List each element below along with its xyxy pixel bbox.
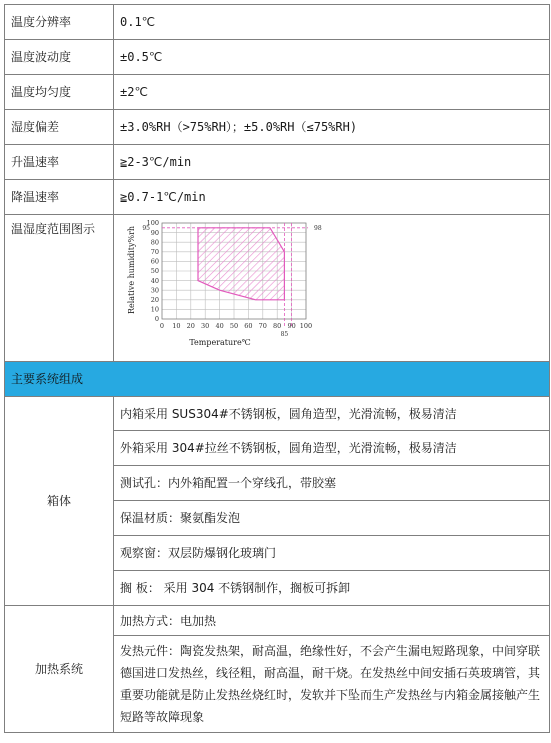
section-title: 主要系统组成 [5,362,550,397]
spec-row [5,40,550,75]
diagram-row [5,215,550,362]
spec-row [5,145,550,180]
spec-label: 湿度偏差 [5,110,114,145]
spec-value: ±3.0%RH（>75%RH）；±5.0%RH（≤75%RH) [114,110,550,145]
spec-label: 降温速率 [5,180,114,215]
list-item [5,606,550,636]
list-item [5,397,550,431]
x-tick-label: 80 [273,322,282,330]
group-item: 内箱采用 SUS304#不锈钢板，圆角造型，光滑流畅，极易清洁 [114,397,550,431]
spec-label: 升温速率 [5,145,114,180]
y-tick-label: 40 [150,276,159,285]
spec-row [5,180,550,215]
group-item: 加热方式：电加热 [114,606,550,636]
spec-value: ±0.5℃ [114,40,550,75]
x-tick-label: 40 [215,322,224,330]
spec-value: 0.1℃ [114,5,550,40]
group-item: 外箱采用 304#拉丝不锈钢板，圆角造型，光滑流畅，极易清洁 [114,431,550,466]
x98-label: 98 [314,224,322,232]
x-tick-label: 20 [186,322,195,330]
y-tick-label: 100 [146,219,159,228]
y-tick-label: 80 [150,238,159,247]
x-tick-label: 60 [244,322,253,330]
y-tick-label: 10 [150,305,159,314]
diagram-label: 温湿度范围图示 [5,215,114,362]
y-tick-label: 20 [150,296,159,304]
spec-label: 温度分辨率 [5,5,114,40]
group-name-heating: 加热系统 [5,606,114,733]
y-axis-label: Relative humidity%rh [127,225,136,315]
x-tick-label: 50 [229,322,239,330]
x-tick-label: 70 [258,322,267,330]
group-item: 保温材质：聚氨酯发泡 [114,501,550,536]
y-tick-label: 0 [154,315,159,324]
x-tick-label: 10 [172,322,181,330]
x-tick-label: 0 [159,322,165,330]
diagram-cell [114,215,550,362]
x-axis-label: Temperature℃ [189,338,251,347]
spec-table [4,4,550,733]
group-item: 观察窗：双层防爆钢化玻璃门 [114,536,550,571]
y-tick-label: 50 [150,267,159,276]
group-item: 测试孔：内外箱配置一个穿线孔，带胶塞 [114,466,550,501]
spec-value: ≧0.7-1℃/min [114,180,550,215]
y-tick-label: 30 [150,286,159,295]
y-tick-label: 70 [150,248,159,256]
x-tick-label: 90 [287,322,296,330]
x85-label: 85 [280,331,289,338]
spec-label: 温度均匀度 [5,75,114,110]
spec-value: ±2℃ [114,75,550,110]
operating-region [198,228,284,300]
group-name-cabinet: 箱体 [5,397,114,606]
y-tick-label: 60 [150,257,159,266]
spec-row [5,5,550,40]
x-tick-label: 100 [299,322,313,330]
spec-value: ≧2-3℃/min [114,145,550,180]
x-tick-label: 30 [201,322,210,330]
temp-humidity-chart [114,215,334,355]
group-item: 发热元件：陶瓷发热架，耐高温，绝缘性好，不会产生漏电短路现象，中间穿联德国进口发热丝，线径粗，耐高温，耐干烧。在发热丝中间安插石英玻璃管，其重要功能就是防止发热丝烧红时，发软并下坠而生产发热丝与内箱金属接触产生短路等故障现象 [114,636,550,733]
section-row [5,362,550,397]
spec-row [5,75,550,110]
group-item: 搁 板： 采用 304 不锈钢制作，搁板可拆卸 [114,571,550,606]
spec-label: 温度波动度 [5,40,114,75]
y-tick-label: 90 [150,228,159,237]
y95-label: 95 [142,224,150,232]
spec-row [5,110,550,145]
